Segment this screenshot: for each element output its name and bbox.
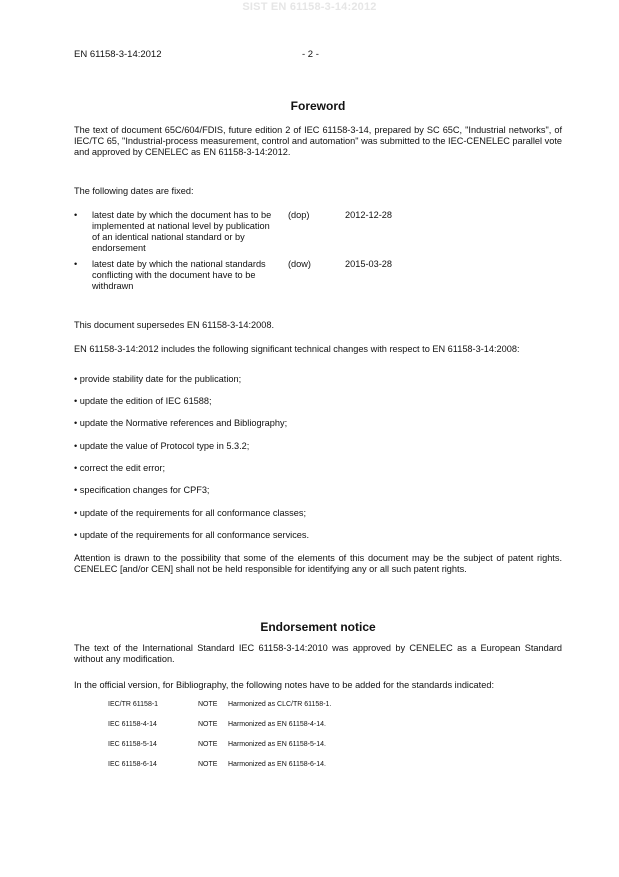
bullet: • xyxy=(74,210,78,220)
note-text: Harmonized as EN 61158-4-14. xyxy=(228,721,326,728)
foreword-intro: The text of document 65C/604/FDIS, future edition 2 of IEC 61158-3-14, prepared by SC 65C, "Industrial networks", of IEC/TC 65, "Industrial-process measurement, control and automation" was submitted to the IEC-CENELEC parallel vote and approved by CENELEC as EN 61158-3-14:2012. xyxy=(74,125,562,157)
note-text: Harmonized as EN 61158-6-14. xyxy=(228,761,326,768)
date-description: latest date by which the document has to be implemented at national level by publication of an identical national standard or by endorsement xyxy=(92,210,272,253)
note-label: NOTE xyxy=(198,761,218,768)
note-label: NOTE xyxy=(198,721,218,728)
date-value: 2015-03-28 xyxy=(345,259,392,269)
change-item: • specification changes for CPF3; xyxy=(74,485,210,495)
change-item: • update of the requirements for all conformance classes; xyxy=(74,508,307,518)
note-standard: IEC 61158-5-14 xyxy=(108,741,157,748)
notes-intro: In the official version, for Bibliography, the following notes have to be added for the standards indicated: xyxy=(74,680,494,690)
endorsement-text: The text of the International Standard IEC 61158-3-14:2010 was approved by CENELEC as a European Standard without any modification. xyxy=(74,643,562,664)
note-label: NOTE xyxy=(198,741,218,748)
changes-intro: EN 61158-3-14:2012 includes the following significant technical changes with respect to EN 61158-3-14:2008: xyxy=(74,344,520,354)
supersedes-statement: This document supersedes EN 61158-3-14:2008. xyxy=(74,320,275,330)
header-document-id: EN 61158-3-14:2012 xyxy=(74,49,162,60)
change-item: • update of the requirements for all conformance services. xyxy=(74,530,310,540)
note-standard: IEC 61158-6-14 xyxy=(108,761,157,768)
change-item: • update the value of Protocol type in 5.3.2; xyxy=(74,441,250,451)
date-abbreviation: (dow) xyxy=(288,259,311,269)
foreword-title: Foreword xyxy=(290,99,346,113)
date-abbreviation: (dop) xyxy=(288,210,310,220)
change-item: • update the Normative references and Bibliography; xyxy=(74,418,288,428)
patent-attention: Attention is drawn to the possibility that some of the elements of this document may be the subject of patent rights. CENELEC [and/or CEN] shall not be held responsible for identifying any or all such patent rights. xyxy=(74,553,562,574)
note-text: Harmonized as CLC/TR 61158-1. xyxy=(228,701,332,708)
note-standard: IEC 61158-4-14 xyxy=(108,721,157,728)
watermark: SIST EN 61158-3-14:2012 xyxy=(242,1,377,13)
date-value: 2012-12-28 xyxy=(345,210,392,220)
bullet: • xyxy=(74,259,78,269)
note-standard: IEC/TR 61158-1 xyxy=(108,701,159,708)
change-item: • correct the edit error; xyxy=(74,463,166,473)
change-item: • update the edition of IEC 61588; xyxy=(74,396,212,406)
endorsement-title: Endorsement notice xyxy=(260,620,376,634)
change-item: • provide stability date for the publication; xyxy=(74,374,242,384)
header-page-number: - 2 - xyxy=(302,49,319,60)
dates-intro: The following dates are fixed: xyxy=(74,186,194,196)
date-description: latest date by which the national standards conflicting with the document have to be withdrawn xyxy=(92,259,266,291)
note-text: Harmonized as EN 61158-5-14. xyxy=(228,741,326,748)
note-label: NOTE xyxy=(198,701,218,708)
